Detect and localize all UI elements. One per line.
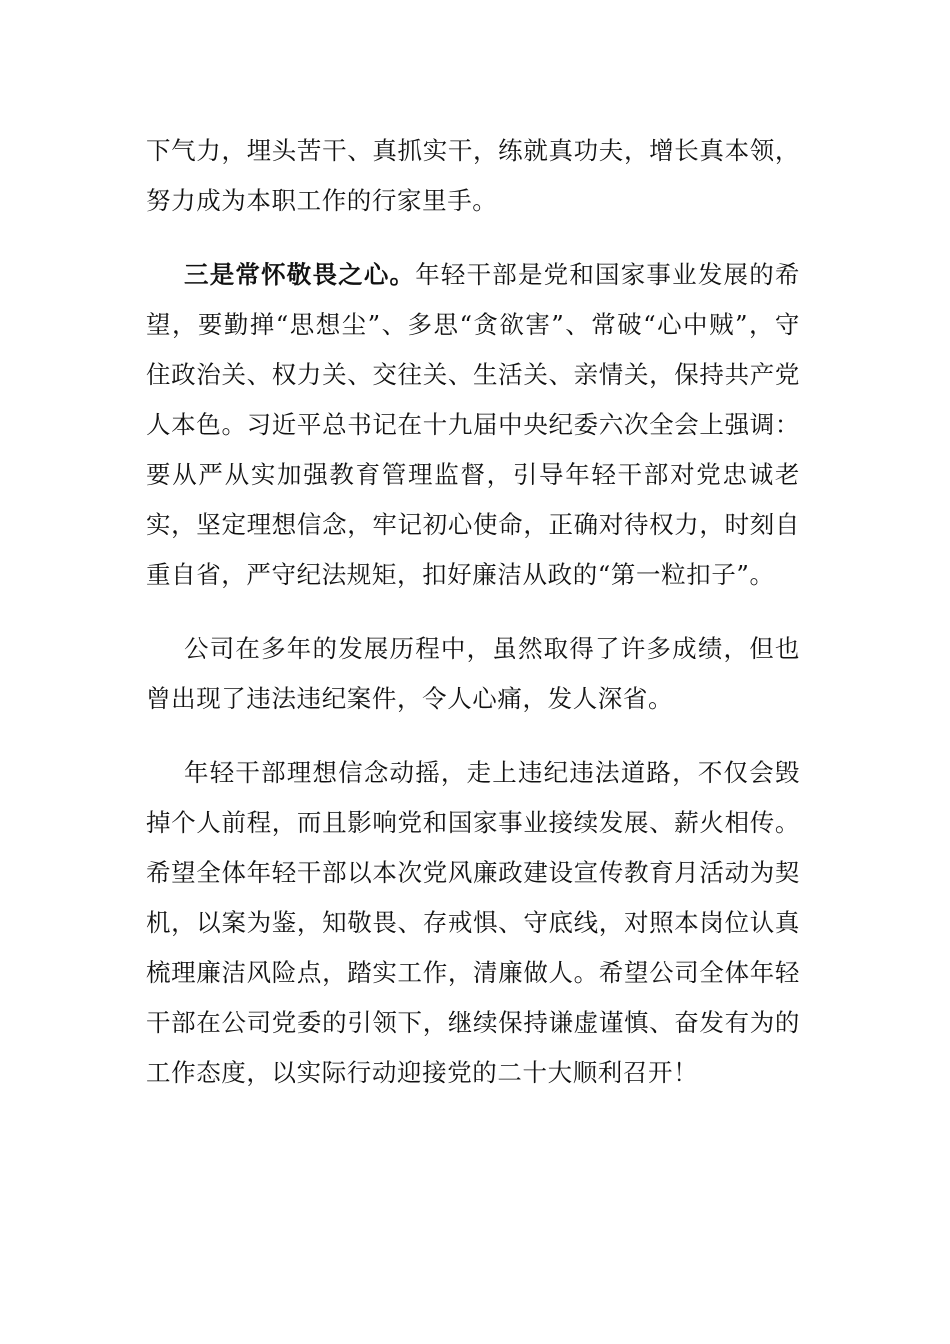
- paragraph-third-point: [146, 250, 800, 600]
- paragraph-text: 公司在多年的发展历程中，虽然取得了许多成绩，但也曾出现了违法违纪案件，令人心痛，发人深省。: [146, 634, 800, 713]
- paragraph-closing-hope: [146, 748, 800, 1098]
- paragraph-lead-heading: 三是常怀敬畏之心。: [184, 260, 416, 289]
- paragraph-company-history: [146, 624, 800, 724]
- paragraph-text: 下气力，埋头苦干、真抓实干，练就真功夫，增长真本领，努力成为本职工作的行家里手。: [146, 136, 800, 215]
- paragraph-continuation: [146, 126, 800, 226]
- paragraph-text: 年轻干部理想信念动摇，走上违纪违法道路，不仅会毁掉个人前程，而且影响党和国家事业接续发展、薪火相传。希望全体年轻干部以本次党风廉政建设宣传教育月活动为契机，以案为鉴，知敬畏、存戒惧、守底线，对照本岗位认真梳理廉洁风险点，踏实工作，清廉做人。希望公司全体年轻干部在公司党委的引领下，继续保持谦虚谨慎、奋发有为的工作态度，以实际行动迎接党的二十大顺利召开！: [146, 758, 800, 1087]
- document-body: [146, 126, 800, 1098]
- paragraph-text: 年轻干部是党和国家事业发展的希望，要勤掸“思想尘”、多思“贪欲害”、常破“心中贼”，守住政治关、权力关、交往关、生活关、亲情关，保持共产党人本色。习近平总书记在十九届中央纪委六次全会上强调：要从严从实加强教育管理监督，引导年轻干部对党忠诚老实，坚定理想信念，牢记初心使命，正确对待权力，时刻自重自省，严守纪法规矩，扣好廉洁从政的“第一粒扣子”。: [146, 260, 800, 589]
